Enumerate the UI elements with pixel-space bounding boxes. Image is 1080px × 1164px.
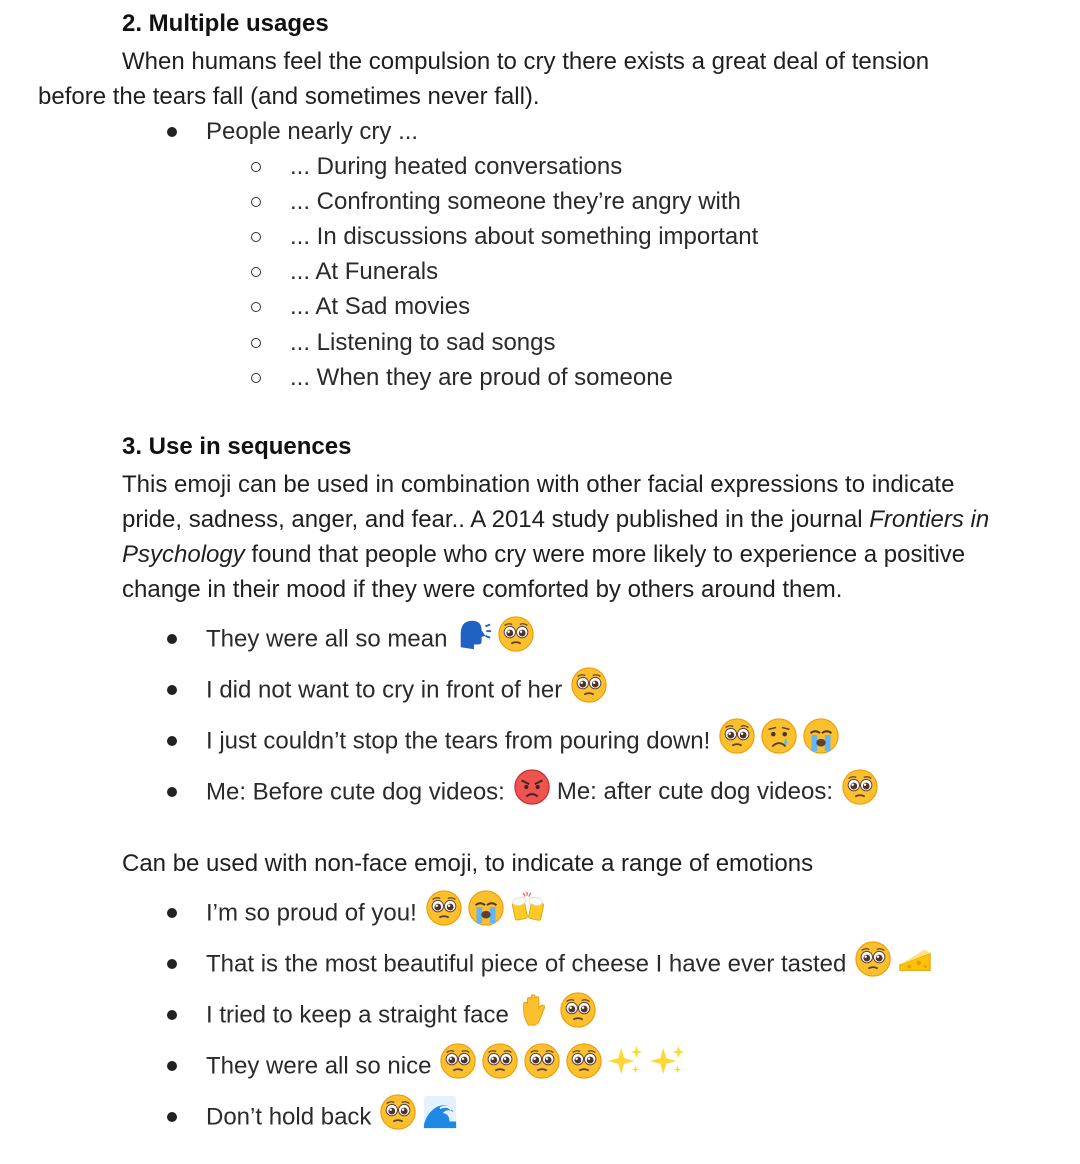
paragraph-line xyxy=(122,502,989,537)
sub-list-item-text: ... Confronting someone they’re angry with xyxy=(290,188,741,215)
pleading-face-icon xyxy=(570,666,608,704)
bullet-circle-icon xyxy=(251,197,261,207)
emoji-group xyxy=(455,625,539,663)
sub-list-item-text: ... At Sad movies xyxy=(290,293,471,320)
pleading-face-icon xyxy=(497,615,535,653)
sub-list-item-text: ... During heated conversations xyxy=(290,153,623,180)
paragraph-line: When humans feel the compulsion to cry there exists a great deal of tension xyxy=(122,48,930,75)
pleading-face-icon xyxy=(559,991,597,1029)
list-item-content xyxy=(206,727,844,765)
bullet-dot-icon xyxy=(167,634,177,644)
water-wave-icon xyxy=(421,1093,459,1131)
paragraph-line xyxy=(122,537,989,572)
journal-title-italic: Frontiers in xyxy=(869,506,990,533)
bullet-dot-icon xyxy=(167,959,177,969)
emoji-group xyxy=(841,778,883,816)
bullet-circle-icon xyxy=(251,162,261,172)
bullet-dot-icon xyxy=(167,127,177,137)
speaking-head-icon xyxy=(455,615,493,653)
list-item-content xyxy=(206,950,938,988)
bullet-dot-icon xyxy=(167,1112,177,1122)
bullet-dot-icon xyxy=(167,1061,177,1071)
section2-paragraph xyxy=(38,44,929,114)
bullet-dot-icon xyxy=(167,908,177,918)
emoji-group xyxy=(439,1052,691,1090)
cheese-wedge-icon xyxy=(896,940,934,978)
example-text: They were all so mean xyxy=(206,625,448,653)
section-heading-use-in-sequences: 3. Use in sequences xyxy=(122,433,352,460)
angry-face-icon xyxy=(513,768,551,806)
emoji-group xyxy=(379,1103,463,1141)
pleading-face-icon xyxy=(565,1042,603,1080)
example-text: I just couldn’t stop the tears from pouring down! xyxy=(206,727,711,755)
bullet-dot-icon xyxy=(167,1010,177,1020)
paragraph-line: This emoji can be used in combination with other facial expressions to indicate xyxy=(122,471,955,498)
paragraph-text: pride, sadness, anger, and fear.. A 2014 study published in the journal xyxy=(122,506,870,533)
example-text: Me: after cute dog videos: xyxy=(556,778,833,806)
pleading-face-icon xyxy=(841,768,879,806)
pleading-face-icon xyxy=(481,1042,519,1080)
emoji-group xyxy=(570,676,612,714)
sub-list-item-text: ... Listening to sad songs xyxy=(290,329,556,356)
example-text: I did not want to cry in front of her xyxy=(206,676,563,704)
pleading-face-icon xyxy=(439,1042,477,1080)
sparkles-icon xyxy=(649,1042,687,1080)
pleading-face-icon xyxy=(854,940,892,978)
emoji-group xyxy=(718,727,844,765)
paragraph-line: Can be used with non-face emoji, to indicate a range of emotions xyxy=(122,850,814,877)
list-item-text: People nearly cry ... xyxy=(206,118,419,145)
loudly-crying-face-icon xyxy=(467,889,505,927)
section-heading-multiple-usages: 2. Multiple usages xyxy=(122,10,329,37)
clinking-beer-mugs-icon xyxy=(509,889,547,927)
paragraph-text: found that people who cry were more likely to experience a positive xyxy=(244,541,966,568)
list-item-content xyxy=(206,676,612,714)
list-item-content xyxy=(206,778,883,816)
pleading-face-icon xyxy=(718,717,756,755)
section3-paragraph xyxy=(122,467,989,607)
list-item-content xyxy=(206,1052,691,1090)
paragraph-line: before the tears fall (and sometimes never fall). xyxy=(38,83,540,110)
example-text: They were all so nice xyxy=(206,1052,432,1080)
bullet-circle-icon xyxy=(251,267,261,277)
sub-list-item-text: ... When they are proud of someone xyxy=(290,364,673,391)
emoji-group xyxy=(854,950,938,988)
list-item-content xyxy=(206,899,551,937)
bullet-circle-icon xyxy=(251,302,261,312)
nonface-intro xyxy=(122,846,813,881)
raised-hand-icon xyxy=(517,991,555,1029)
pleading-face-icon xyxy=(425,889,463,927)
list-item-content xyxy=(206,1103,463,1141)
sub-list-item-text: ... In discussions about something important xyxy=(290,223,759,250)
crying-face-icon xyxy=(760,717,798,755)
emoji-group xyxy=(425,899,551,937)
emoji-group xyxy=(513,778,555,816)
loudly-crying-face-icon xyxy=(802,717,840,755)
emoji-group xyxy=(517,1001,601,1039)
bullet-circle-icon xyxy=(251,338,261,348)
sparkles-icon xyxy=(607,1042,645,1080)
list-item-content xyxy=(206,1001,601,1039)
example-text: Me: Before cute dog videos: xyxy=(206,778,505,806)
example-text: Don’t hold back xyxy=(206,1103,372,1131)
example-text: That is the most beautiful piece of cheese I have ever tasted xyxy=(206,950,847,978)
journal-title-italic: Psychology xyxy=(122,541,245,568)
example-text: I tried to keep a straight face xyxy=(206,1001,509,1029)
bullet-circle-icon xyxy=(251,232,261,242)
list-item-content xyxy=(206,625,539,663)
bullet-dot-icon xyxy=(167,736,177,746)
pleading-face-icon xyxy=(379,1093,417,1131)
paragraph-line: change in their mood if they were comforted by others around them. xyxy=(122,576,843,603)
bullet-circle-icon xyxy=(251,373,261,383)
bullet-dot-icon xyxy=(167,787,177,797)
bullet-dot-icon xyxy=(167,685,177,695)
pleading-face-icon xyxy=(523,1042,561,1080)
sub-list-item-text: ... At Funerals xyxy=(290,258,439,285)
example-text: I’m so proud of you! xyxy=(206,899,417,927)
